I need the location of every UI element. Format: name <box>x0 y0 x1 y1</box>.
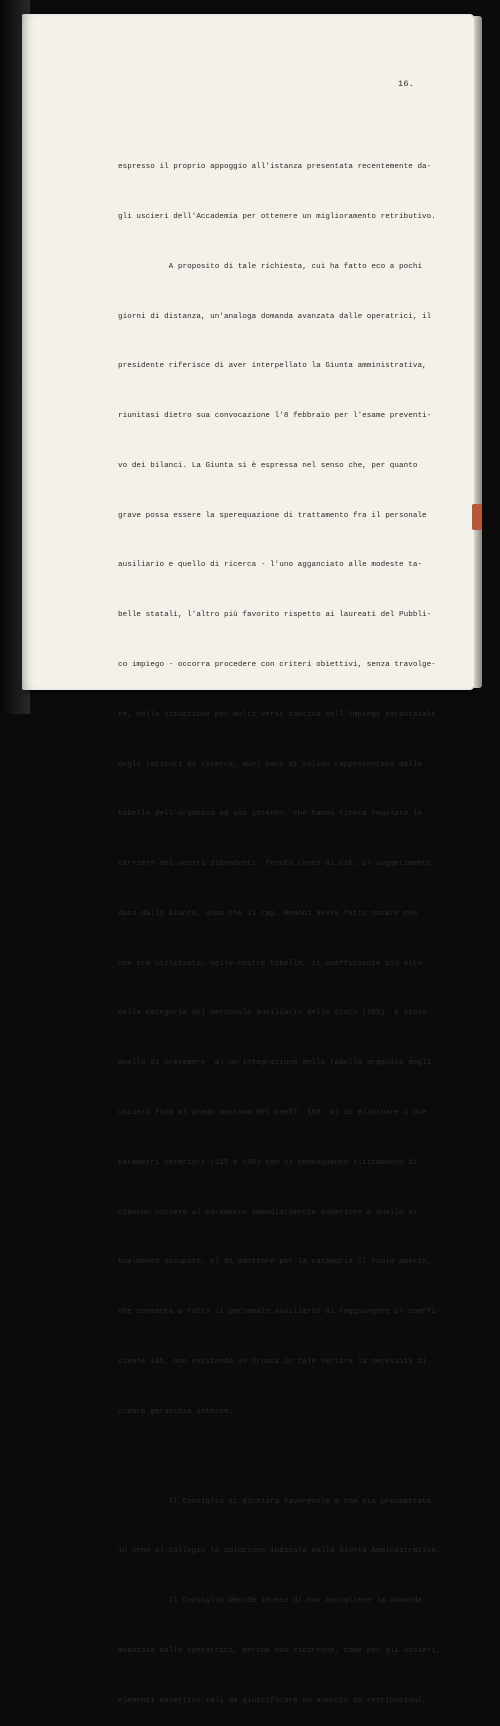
text-line: ausiliario e quello di ricerca - l'uno agganciato alle modeste ta- <box>118 561 423 570</box>
text-line: parametri inferiori (115 e 120) con il conseguente slittamento di <box>118 1158 418 1167</box>
text-line: non era utilizzato, nelle nostre tabelle, il coefficiente più alto <box>118 959 423 968</box>
text-line: belle statali, l'altro più favorito rispetto ai laureati del Pubbli- <box>118 611 432 620</box>
bookmark-tab <box>472 504 482 530</box>
text-line: tabelle dell'organico ad uso interno, che hanno finora regolato le <box>118 810 423 819</box>
text-line: grave possa essere la sperequazione di trattamento fra il personale <box>118 511 427 520</box>
text-line: elementi obiettivi tali da giustificare un aumento di retribuzioni, <box>118 1696 427 1705</box>
text-line: tualmente occupato, c) di adottare per la categoria il ruolo aperto, <box>118 1258 432 1267</box>
page-number: 16. <box>398 79 415 89</box>
text-line: Il Consiglio si dichiara favorevole a che sia prospettata <box>118 1497 432 1506</box>
typewritten-body <box>118 126 441 1726</box>
text-line: co impiego - occorra procedere con criteri obiettivi, senza travolge- <box>118 661 436 669</box>
text-line: carriere dei nostri dipendenti. Tenuto conto di ciò, il suggerimento <box>118 860 432 869</box>
text-line: degli istituti di ricerca, quel poco di solido rappresentato dalle <box>118 760 423 769</box>
text-line: quello di prevedere a) un'integrazione della tabella organica degli <box>118 1059 432 1068</box>
text-line: creare gerarchie interne. <box>118 1407 234 1416</box>
text-line: A proposito di tale richiesta, cui ha fatto eco a pochi <box>118 262 423 271</box>
text-line: in seno al Collegio la soluzione indicata dalla Giunta Amministrativa. <box>118 1547 441 1556</box>
text-line: re, nella situazione per molti versi caotica dell'impiego parastatale <box>118 710 436 719</box>
text-line: dato dalla Giunta, dopo che il rag. Bedoni aveva fatto notare che <box>118 909 418 918</box>
page-stack-edge <box>474 16 482 688</box>
text-line: espresso il proprio appoggio all'istanza presentata recentemente da- <box>118 163 432 172</box>
text-line: Il Consiglio decide invece di non accogliere la domanda <box>118 1597 423 1606</box>
text-line: ciente 165, non esistendo in Crusca in tale settore la necessità di <box>118 1357 427 1366</box>
text-line: che consenta a tutto il personale ausiliario di raggiungere il coeffi- <box>118 1308 441 1317</box>
paragraph-gap <box>118 1454 438 1461</box>
text-line: vo dei bilanci. La Giunta si è espressa nel senso che, per quanto <box>118 461 418 470</box>
text-line: riunitasi dietro sua convocazione l'8 febbraio per l'esame preventi- <box>118 412 432 421</box>
text-line: della categoria del personale ausiliario dello Stato (165), è stato <box>118 1009 427 1018</box>
text-line: uscieri fino al grado massimo del coeff. 165, b) di eliminare i due <box>118 1109 427 1118</box>
text-line: presidente riferisce di aver interpellato la Giunta amministrativa, <box>118 362 427 371</box>
text-line: avanzata dalle operatrici, perché non ricorrono, come per gli uscieri, <box>118 1647 441 1656</box>
text-line: gli uscieri dell'Accademia per ottenere un miglioramento retributivo. <box>118 212 436 221</box>
text-line: giorni di distanza, un'analoga domanda avanzata dalle operatrici, il <box>118 312 432 321</box>
text-line: ciascun usciere al parametro immediatamente superiore a quello at- <box>118 1208 423 1217</box>
